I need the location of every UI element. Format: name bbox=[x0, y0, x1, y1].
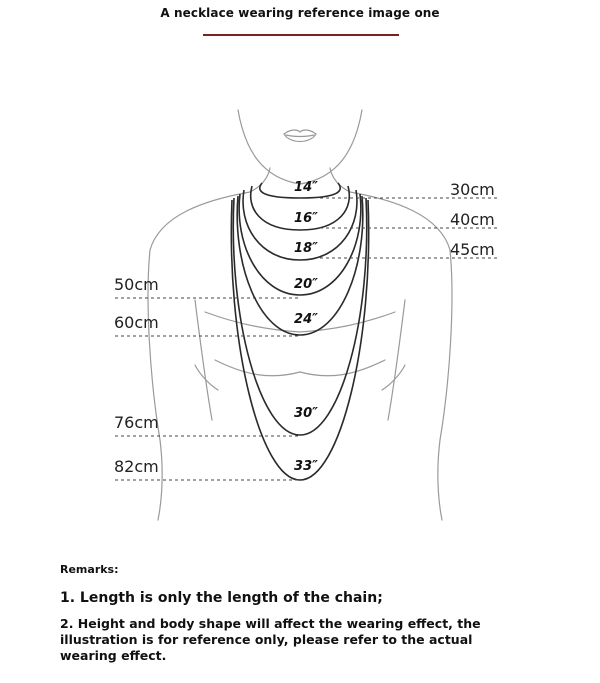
length-cm-label: 50cm bbox=[114, 275, 159, 294]
arm-inner-right bbox=[388, 300, 405, 420]
length-cm-label: 40cm bbox=[450, 210, 495, 229]
length-inch-label: 14″ bbox=[294, 180, 318, 195]
length-inch-label: 30″ bbox=[294, 406, 318, 421]
length-cm-label: 76cm bbox=[114, 413, 159, 432]
bust-right bbox=[300, 360, 385, 376]
lips-line bbox=[286, 135, 314, 137]
page-title: A necklace wearing reference image one bbox=[160, 6, 440, 20]
bust-left bbox=[215, 360, 300, 376]
remark-item-2: 2. Height and body shape will affect the wearing effect, the illustration is for reference only, please refer to the actual wearing effect. bbox=[60, 616, 481, 663]
necklace-labels bbox=[114, 180, 495, 476]
shoulder-right bbox=[350, 192, 452, 520]
length-cm-label: 82cm bbox=[114, 457, 159, 476]
arm-inner-left bbox=[195, 300, 212, 420]
length-inch-label: 18″ bbox=[294, 241, 318, 256]
length-inch-label: 33″ bbox=[294, 459, 318, 474]
length-cm-label: 45cm bbox=[450, 240, 495, 259]
length-inch-label: 16″ bbox=[294, 211, 318, 226]
shoulder-left bbox=[148, 192, 250, 520]
length-cm-label: 60cm bbox=[114, 313, 159, 332]
length-inch-label: 24″ bbox=[294, 312, 318, 327]
length-cm-label: 30cm bbox=[450, 180, 495, 199]
length-inch-label: 20″ bbox=[294, 277, 318, 292]
remark-item-1: 1. Length is only the length of the chain; bbox=[60, 590, 383, 606]
remarks-heading: Remarks: bbox=[60, 563, 119, 576]
